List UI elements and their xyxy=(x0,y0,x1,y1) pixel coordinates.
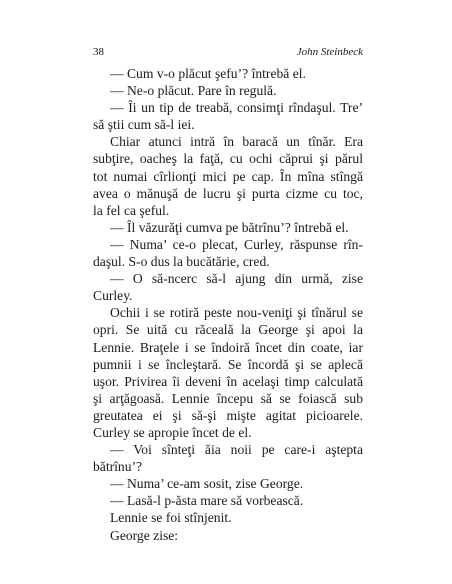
text-line: opri. Se uită cu răceală la George şi apoi la xyxy=(93,322,363,338)
text-line: — O să-ncerc să-l ajung din urmă, zise xyxy=(110,271,363,287)
text-line: — Voi sînteţi ăia noii pe care-i aştepta xyxy=(110,442,363,458)
text-line: uşor. Privirea îi deveni în acelaşi timp calculată xyxy=(93,373,363,389)
text-line: Curley. xyxy=(93,288,133,304)
text-line: să ştii cum să-l iei. xyxy=(93,117,195,133)
text-line: la fel ca şeful. xyxy=(93,202,170,218)
text-line: avea o mănuşă de lucru şi purta cizme cu toc, xyxy=(93,185,363,201)
text-line: bătrînu’? xyxy=(93,459,143,475)
text-line: Lennie. Braţele i se îndoiră încet din coate, iar xyxy=(93,339,363,355)
body-text xyxy=(93,65,363,544)
text-line: şi arţăgoasă. Lennie începu să se foiască sub xyxy=(93,390,363,406)
text-line: Lennie se foi stînjenit. xyxy=(110,510,232,526)
page-header xyxy=(93,46,363,60)
text-line: — Numa’ ce-am sosit, zise George. xyxy=(110,476,304,492)
text-line: subţire, oacheş la faţă, cu ochi căprui şi părul xyxy=(93,151,363,167)
text-line: daşul. S-o dus la bucătărie, cred. xyxy=(93,254,270,270)
text-line: — Lasă-l p-ăsta mare să vorbească. xyxy=(110,493,304,509)
page-number: 38 xyxy=(93,46,104,58)
text-line: George zise: xyxy=(110,527,179,543)
text-line: — Ne-o plăcut. Pare în regulă. xyxy=(110,83,277,99)
text-line: Chiar atunci intră în baracă un tînăr. Era xyxy=(110,134,363,150)
text-line: — Numa’ ce-o plecat, Curley, răspunse rîn- xyxy=(110,236,363,252)
text-line: — Îi un tip de treabă, consimţi rîndaşul. Tre’ xyxy=(110,100,363,116)
text-line: Ochii i se rotiră peste nou-veniţi şi tînărul se xyxy=(110,305,363,321)
running-head-author: John Steinbeck xyxy=(296,46,363,58)
text-line: Curley se apropie încet de el. xyxy=(93,424,252,440)
text-line: pumnii i se încleştară. Se încordă şi se aplecă xyxy=(93,356,363,372)
text-line: — Îl văzurăţi cumva pe bătrînu’? întrebă el. xyxy=(110,219,349,235)
text-line: greutatea ei şi să-şi mişte agitat picioarele. xyxy=(93,407,363,423)
text-line: — Cum v-o plăcut şefu’? întrebă el. xyxy=(110,66,306,81)
text-line: tot numai cîrlionţi mici pe cap. În mîna stîngă xyxy=(93,168,363,184)
